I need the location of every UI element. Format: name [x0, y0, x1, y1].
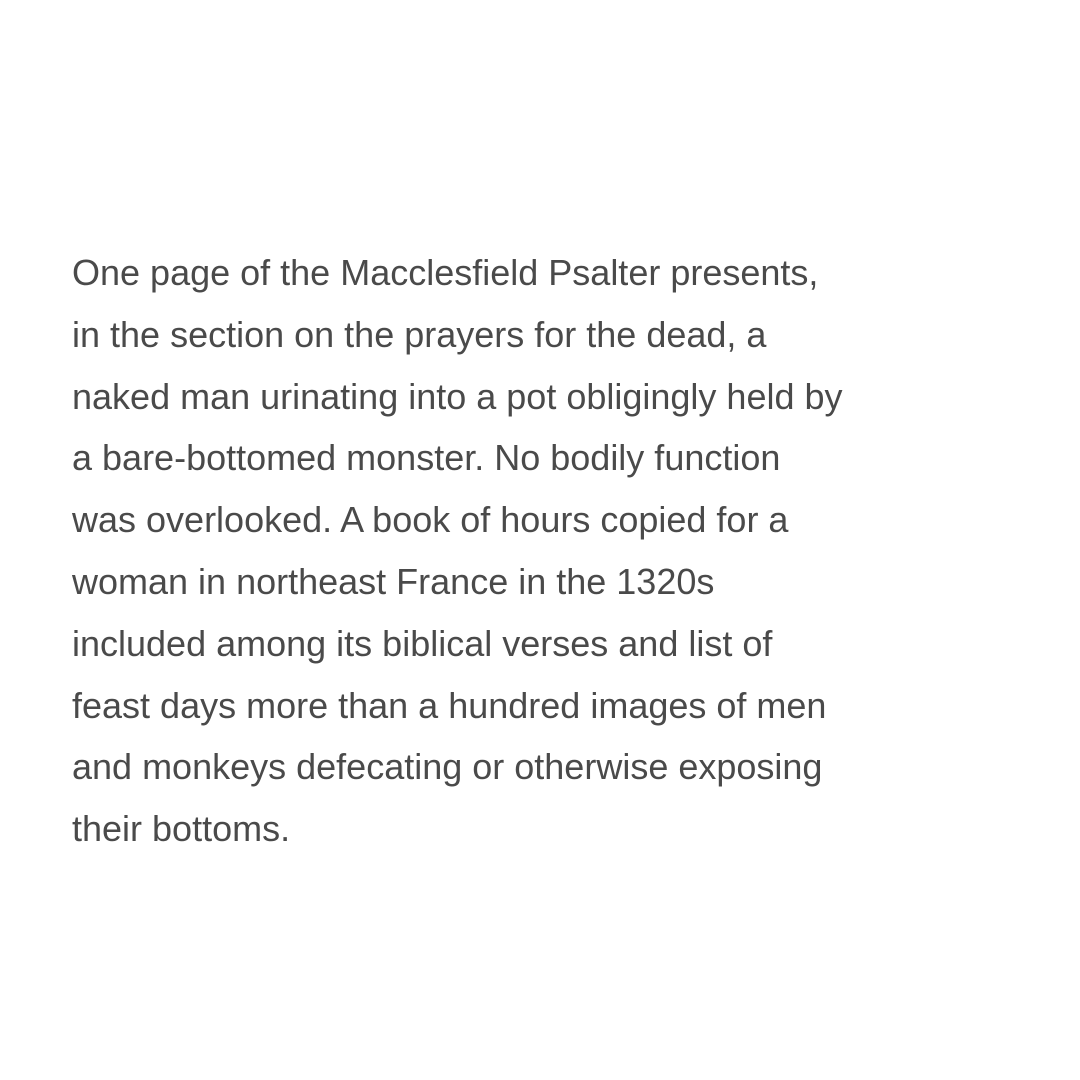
- passage-line: woman in northeast France in the 1320s: [72, 560, 715, 602]
- passage-line: was overlooked. A book of hours copied for a: [72, 499, 789, 541]
- passage-line: naked man urinating into a pot obligingly held by: [72, 375, 843, 417]
- passage-line: in the section on the prayers for the dead, a: [72, 313, 767, 355]
- passage-line: One page of the Macclesfield Psalter presents,: [72, 252, 819, 293]
- passage-line: feast days more than a hundred images of men: [72, 684, 827, 726]
- text-passage: [72, 242, 843, 860]
- passage-line: and monkeys defecating or otherwise exposing: [72, 746, 823, 788]
- passage-line: included among its biblical verses and list of: [72, 622, 773, 664]
- passage-line: their bottoms.: [72, 808, 291, 850]
- passage-line: a bare-bottomed monster. No bodily function: [72, 437, 781, 479]
